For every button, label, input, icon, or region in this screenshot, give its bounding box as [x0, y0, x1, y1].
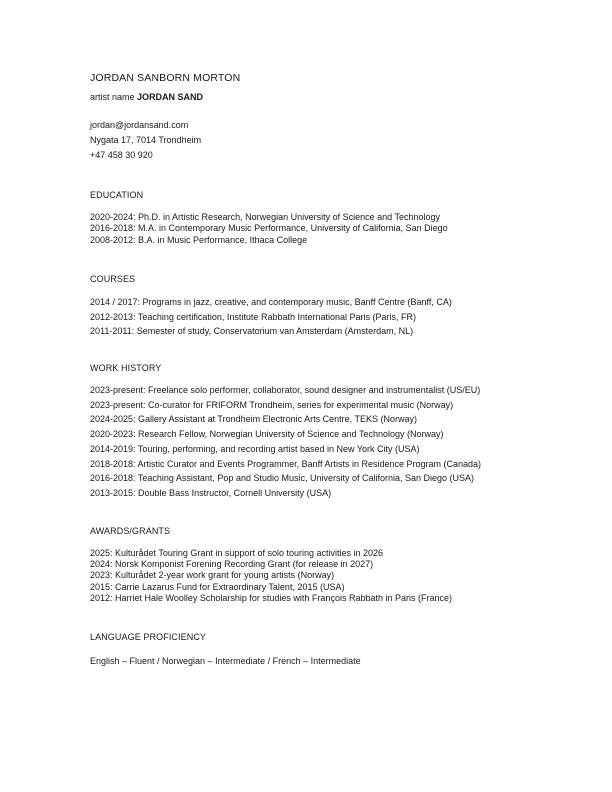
address: Nygata 17, 7014 Trondheim — [90, 135, 202, 145]
language-heading: LANGUAGE PROFICIENCY — [90, 632, 207, 643]
list-item: 2008-2012: B.A. in Music Performance, Ithaca College — [90, 234, 308, 245]
list-item: 2023-present: Co-curator for FRIFORM Trondheim, series for experimental music (Norway) — [90, 399, 454, 410]
work-history-heading: WORK HISTORY — [90, 363, 162, 373]
list-item: 2015: Carrie Lazarus Fund for Extraordinary Talent, 2015 (USA) — [90, 581, 345, 592]
list-item: 2018-2018: Artistic Curator and Events Programmer, Banff Artists in Residence Program (Canada) — [90, 458, 482, 469]
email[interactable]: jordan@jordansand.com — [90, 120, 189, 130]
courses-heading: COURSES — [90, 273, 136, 284]
list-item: 2024: Norsk Komponist Forening Recording Grant (for release in 2027) — [90, 558, 374, 569]
list-item: 2014-2019: Touring, performing, and recording artist based in New York City (USA) — [90, 443, 420, 454]
education-list — [90, 212, 560, 246]
list-item: 2012-2013: Teaching certification, Institute Rabbath International Paris (Paris, FR) — [90, 311, 417, 322]
list-item: 2023: Kulturådet 2-year work grant for young artists (Norway) — [90, 570, 335, 581]
list-item: 2020-2024: Ph.D. in Artistic Research, Norwegian University of Science and Technology — [90, 212, 441, 222]
list-item: 2012: Harriet Hale Woolley Scholarship for studies with François Rabbath in Paris (France) — [90, 592, 452, 603]
education-heading: EDUCATION — [90, 190, 144, 200]
language-text: English – Fluent / Norwegian – Intermediate / French – Intermediate — [90, 656, 361, 667]
work-history-list — [90, 383, 560, 501]
phone: +47 458 30 920 — [90, 150, 153, 160]
list-item: 2023-present: Freelance solo performer, collaborator, sound designer and instrumentalist (US/EU) — [90, 385, 481, 395]
contact-block — [90, 118, 560, 163]
resume-content — [90, 72, 560, 669]
list-item: 2025: Kulturådet Touring Grant in support of solo touring activities in 2026 — [90, 547, 384, 558]
artist-name-line — [90, 91, 560, 103]
list-item: 2016-2018: M.A. in Contemporary Music Performance, University of California, San Diego — [90, 223, 448, 234]
list-item: 2020-2023: Research Fellow, Norwegian University of Science and Technology (Norway) — [90, 429, 444, 440]
courses-list — [90, 295, 560, 339]
list-item: 2016-2018: Teaching Assistant, Pop and Studio Music, University of California, San Diego (USA) — [90, 473, 475, 484]
list-item: 2024-2025: Gallery Assistant at Trondheim Electronic Arts Centre, TEKS (Norway) — [90, 414, 417, 425]
awards-heading: AWARDS/GRANTS — [90, 525, 171, 536]
artist-name: JORDAN SAND — [137, 92, 204, 102]
list-item: 2011-2011: Semester of study, Conservatorium van Amsterdam (Amsterdam, NL) — [90, 326, 414, 337]
awards-list — [90, 548, 560, 604]
full-name: JORDAN SANBORN MORTON — [90, 72, 241, 84]
list-item: 2014 / 2017: Programs in jazz, creative, and contemporary music, Banff Centre (Banff, CA) — [90, 296, 452, 307]
artist-name-prefix: artist name — [90, 92, 138, 102]
language-list — [90, 654, 560, 669]
list-item: 2013-2015: Double Bass Instructor, Cornell University (USA) — [90, 487, 332, 498]
